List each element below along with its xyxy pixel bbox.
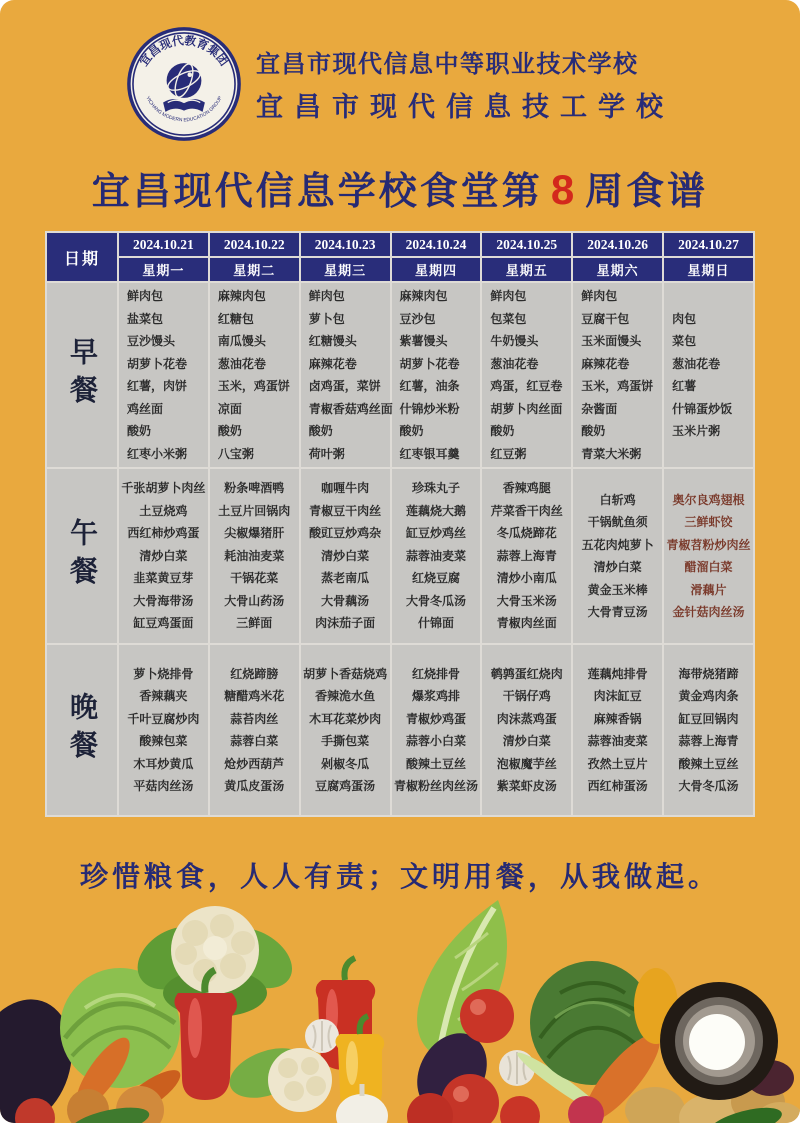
menu-item: 干锅鱿鱼须 — [587, 515, 648, 529]
menu-item: 青椒肉丝面 — [496, 616, 557, 631]
menu-item: 大骨玉米汤 — [496, 593, 557, 608]
menu-item: 酸辣土豆丝 — [405, 756, 466, 771]
menu-item: 大骨藕汤 — [321, 593, 370, 608]
menu-cell — [663, 468, 754, 644]
school-header — [0, 0, 800, 142]
menu-item: 盐菜包 — [127, 311, 164, 326]
menu-item: 荷叶粥 — [308, 446, 345, 461]
menu-cell — [209, 468, 300, 644]
menu-item: 胡萝卜花卷 — [127, 356, 188, 371]
menu-item: 紫菜虾皮汤 — [496, 779, 557, 793]
menu-item: 胡萝卜肉丝面 — [490, 401, 563, 416]
menu-item: 红烧排骨 — [411, 666, 460, 681]
day-header: 星期五 — [481, 257, 572, 282]
menu-item: 麻辣花卷 — [308, 356, 357, 371]
menu-cell — [300, 644, 391, 816]
menu-item: 豆腐鸡蛋汤 — [315, 779, 376, 793]
menu-item: 红枣小米粥 — [127, 446, 188, 461]
menu-item: 南瓜馒头 — [217, 334, 266, 348]
title-suffix: 周食谱 — [585, 171, 709, 213]
menu-item: 清炒白菜 — [139, 548, 188, 563]
svg-text:YICHANG MODERN EDUCATION GROUP: YICHANG MODERN EDUCATION GROUP — [144, 95, 224, 124]
menu-item: 大骨海带汤 — [133, 593, 194, 608]
menu-item: 豆腐干包 — [581, 311, 630, 326]
menu-item: 鲜肉包 — [127, 289, 164, 303]
menu-item: 鸡丝面 — [127, 401, 164, 416]
menu-item: 肉沫缸豆 — [593, 689, 642, 703]
date-header: 2024.10.27 — [663, 232, 754, 257]
menu-item: 蒜蓉上海青 — [678, 734, 739, 748]
celery-icon — [513, 1047, 606, 1118]
menu-item: 香辣藕夹 — [139, 689, 188, 703]
day-header: 星期日 — [663, 257, 754, 282]
menu-item: 孜然土豆片 — [587, 756, 648, 771]
menu-cell — [391, 468, 482, 644]
menu-item: 青菜大米粥 — [581, 446, 642, 461]
date-header: 2024.10.22 — [209, 232, 300, 257]
menu-cell — [481, 282, 572, 468]
meal-row-午餐 — [46, 468, 754, 644]
menu-item: 缸豆炒鸡丝 — [405, 526, 466, 541]
meal-row-早餐 — [46, 282, 754, 468]
menu-item: 缸豆回锅肉 — [678, 711, 739, 726]
menu-item: 青椒香菇鸡丝面 — [308, 401, 393, 416]
menu-item: 蒜蓉白菜 — [230, 734, 279, 748]
school-name-line2: 宜昌市现代信息技工学校 — [256, 92, 674, 122]
menu-item: 青椒粉丝肉丝汤 — [393, 779, 478, 793]
menu-item: 酸辣包菜 — [139, 734, 188, 748]
menu-item: 红薯，肉饼 — [127, 379, 188, 393]
menu-item: 牛奶馒头 — [490, 334, 539, 348]
menu-cell — [572, 468, 663, 644]
menu-item: 麻辣肉包 — [217, 289, 266, 303]
menu-item: 鲜肉包 — [308, 289, 345, 303]
title-prefix: 宜昌现代信息学校食堂第 — [91, 171, 543, 213]
menu-item: 什锦炒米粉 — [399, 401, 460, 416]
day-header: 星期一 — [118, 257, 209, 282]
menu-item: 西红柿蛋汤 — [587, 779, 648, 793]
school-logo-icon — [126, 26, 242, 142]
menu-item: 咖喱牛肉 — [321, 481, 370, 496]
menu-item: 酸奶 — [127, 424, 152, 438]
menu-item: 肉包 — [672, 311, 697, 326]
date-header: 2024.10.26 — [572, 232, 663, 257]
menu-item: 麻辣肉包 — [399, 289, 448, 303]
menu-item: 黄金鸡肉条 — [678, 689, 739, 703]
menu-item: 清炒白菜 — [502, 734, 551, 748]
lettuce-leaf-icon — [417, 900, 507, 1060]
turnip-icon — [336, 1084, 388, 1123]
menu-item: 红烧蹄膀 — [230, 666, 279, 681]
cabbage-icon — [60, 968, 180, 1088]
menu-item: 五花肉炖萝卜 — [581, 537, 654, 552]
garlic-icon — [499, 1050, 535, 1086]
menu-item: 奥尔良鸡翅根 — [672, 492, 745, 507]
savoy-cabbage-icon — [530, 961, 654, 1085]
eggplant-icon — [403, 1021, 500, 1123]
menu-item: 糖醋鸡米花 — [224, 689, 285, 703]
menu-cell — [663, 644, 754, 816]
tomato-icon — [15, 1098, 55, 1123]
menu-item: 麻辣香锅 — [593, 711, 642, 726]
menu-table — [45, 231, 755, 817]
menu-item: 西红柿炒鸡蛋 — [127, 526, 200, 541]
menu-item: 芹菜香干肉丝 — [490, 503, 563, 518]
menu-cell — [300, 282, 391, 468]
menu-item: 红豆粥 — [490, 446, 527, 461]
menu-item: 莲藕炖排骨 — [587, 666, 648, 681]
menu-item: 蒜蓉油麦菜 — [405, 548, 466, 563]
onion-icon — [116, 1086, 164, 1123]
onion-icon — [67, 1089, 109, 1123]
meal-label: 晚餐 — [46, 644, 118, 816]
menu-cell — [572, 282, 663, 468]
menu-item: 珍珠丸子 — [411, 481, 460, 496]
page-title — [0, 160, 800, 215]
school-name-line1: 宜昌市现代信息中等职业技术学校 — [256, 51, 639, 78]
meal-label: 早餐 — [46, 282, 118, 468]
menu-item: 八宝粥 — [217, 446, 254, 461]
menu-item: 干锅仔鸡 — [502, 689, 551, 703]
menu-item: 清炒白菜 — [321, 548, 370, 563]
date-header: 2024.10.23 — [300, 232, 391, 257]
menu-item: 耗油油麦菜 — [224, 548, 285, 563]
menu-item: 什锦蛋炒饭 — [672, 401, 733, 416]
menu-cell — [572, 644, 663, 816]
carrot-icon — [574, 1025, 671, 1123]
menu-item: 金针菇肉丝汤 — [672, 605, 745, 619]
menu-item: 韭菜黄豆芽 — [133, 571, 194, 586]
menu-item: 海带烧猪蹄 — [678, 666, 739, 681]
tomato-icon — [407, 989, 540, 1123]
menu-item: 卤鸡蛋，菜饼 — [308, 379, 381, 393]
menu-item: 黄瓜皮蛋汤 — [224, 779, 285, 793]
date-row — [46, 232, 754, 257]
menu-item: 玉米，鸡蛋饼 — [217, 379, 290, 393]
slogan-text: 珍惜粮食，人人有责；文明用餐，从我做起。 — [79, 861, 720, 892]
day-header: 星期三 — [300, 257, 391, 282]
menu-item: 豆沙馒头 — [127, 334, 176, 348]
menu-item: 缸豆鸡蛋面 — [133, 616, 194, 631]
menu-item: 肉沫茄子面 — [315, 616, 376, 631]
menu-item: 包菜包 — [490, 311, 527, 326]
menu-item: 三鲜面 — [236, 616, 273, 631]
menu-item: 大骨冬瓜汤 — [678, 779, 739, 793]
menu-item: 黄金玉米棒 — [587, 582, 648, 597]
menu-cell — [481, 644, 572, 816]
menu-table-header — [46, 232, 754, 282]
menu-item: 红薯，油条 — [399, 379, 460, 393]
menu-item: 红烧豆腐 — [411, 571, 460, 586]
menu-item: 蒜蓉油麦菜 — [587, 734, 648, 748]
menu-item: 冬瓜烧蹄花 — [496, 526, 557, 541]
menu-item: 千张胡萝卜肉丝 — [121, 481, 206, 496]
menu-item: 酸奶 — [490, 424, 515, 438]
menu-item: 凉面 — [217, 401, 242, 416]
menu-item: 红糖馒头 — [308, 334, 357, 348]
menu-item: 清炒小南瓜 — [496, 571, 557, 586]
day-header: 星期四 — [391, 257, 482, 282]
menu-cell — [391, 644, 482, 816]
menu-item: 酸豇豆炒鸡杂 — [309, 526, 382, 541]
red-pepper-icon — [174, 970, 237, 1100]
cauliflower-icon — [223, 1039, 332, 1112]
menu-item: 胡萝卜香菇烧鸡 — [303, 666, 388, 681]
menu-item: 青椒豆干肉丝 — [309, 503, 382, 518]
menu-item: 醋溜白菜 — [684, 560, 733, 574]
cucumber-icon — [705, 1102, 785, 1123]
menu-item: 香辣洈水鱼 — [315, 689, 376, 703]
menu-item: 炝炒西葫芦 — [224, 756, 285, 771]
menu-item: 胡萝卜花卷 — [399, 356, 460, 371]
day-header: 星期二 — [209, 257, 300, 282]
menu-item: 麻辣花卷 — [581, 356, 630, 371]
menu-item: 木耳花菜炒肉 — [309, 711, 382, 726]
meal-label: 午餐 — [46, 468, 118, 644]
menu-item: 紫薯馒头 — [399, 334, 448, 348]
menu-item: 豆沙包 — [399, 311, 436, 326]
menu-cell — [118, 644, 209, 816]
menu-item: 千叶豆腐炒肉 — [127, 711, 200, 726]
menu-item: 蒸老南瓜 — [321, 571, 370, 586]
menu-item: 蒜蓉上海青 — [496, 548, 557, 563]
menu-item: 杂酱面 — [581, 401, 618, 416]
eggplant-icon — [0, 986, 88, 1123]
svg-text:宜昌现代教育集团: 宜昌现代教育集团 — [137, 34, 231, 69]
menu-item: 酸奶 — [581, 424, 606, 438]
cauliflower-icon — [126, 906, 302, 1017]
menu-cell — [391, 282, 482, 468]
yellow-pepper-icon — [335, 1016, 384, 1114]
menu-cell — [118, 282, 209, 468]
menu-item: 酸辣土豆丝 — [678, 756, 739, 771]
menu-item: 葱油花卷 — [490, 356, 539, 371]
day-header: 星期六 — [572, 257, 663, 282]
menu-cell — [209, 282, 300, 468]
menu-item: 玉米，鸡蛋饼 — [581, 379, 654, 393]
menu-item: 鸡蛋，红豆卷 — [490, 379, 563, 393]
menu-cell — [118, 468, 209, 644]
menu-item: 酸奶 — [399, 424, 424, 438]
menu-item: 土豆烧鸡 — [139, 503, 188, 518]
menu-item: 泡椒魔芋丝 — [496, 756, 557, 771]
cucumber-icon — [68, 1102, 151, 1123]
menu-item: 青椒炒鸡蛋 — [405, 711, 466, 726]
day-row — [46, 257, 754, 282]
menu-item: 尖椒爆猪肝 — [224, 526, 285, 541]
menu-item: 土豆片回锅肉 — [218, 503, 291, 518]
menu-cell — [481, 468, 572, 644]
week-number: 8 — [550, 166, 578, 213]
menu-item: 白斩鸡 — [599, 492, 636, 507]
menu-item: 大骨山药汤 — [224, 593, 285, 608]
menu-item: 剁椒冬瓜 — [321, 756, 370, 771]
menu-cell — [209, 644, 300, 816]
menu-item: 红糖包 — [217, 311, 254, 326]
menu-item: 葱油花卷 — [217, 356, 266, 371]
date-label-cell: 日期 — [46, 232, 118, 282]
menu-item: 粉条啤酒鸭 — [224, 481, 285, 496]
radish-icon — [568, 1096, 604, 1123]
garlic-icon — [305, 1019, 339, 1053]
menu-item: 萝卜包 — [308, 311, 345, 326]
menu-item: 鲜肉包 — [490, 289, 527, 303]
menu-item: 玉米面馒头 — [581, 334, 642, 348]
menu-item: 木耳炒黄瓜 — [133, 756, 194, 771]
menu-item: 玉米片粥 — [672, 424, 721, 438]
menu-item: 蒜蓉小白菜 — [405, 734, 466, 748]
menu-item: 莲藕烧大鹅 — [405, 503, 466, 518]
menu-item: 红枣银耳羹 — [399, 446, 460, 461]
menu-table-body — [46, 282, 754, 816]
meal-row-晚餐 — [46, 644, 754, 816]
menu-item: 清炒白菜 — [593, 560, 642, 574]
menu-item: 平菇肉丝汤 — [133, 779, 194, 793]
menu-item: 香辣鸡腿 — [502, 481, 551, 496]
menu-item: 萝卜烧排骨 — [133, 666, 194, 681]
menu-item: 蒜苔肉丝 — [230, 711, 279, 726]
menu-item: 三鲜虾饺 — [684, 515, 733, 529]
menu-item: 葱油花卷 — [672, 356, 721, 371]
menu-item: 鲜肉包 — [581, 289, 618, 303]
menu-item: 大骨冬瓜汤 — [405, 593, 466, 608]
menu-item: 手撕包菜 — [321, 734, 370, 748]
menu-item: 肉沫蒸鸡蛋 — [496, 711, 557, 726]
menu-item: 爆浆鸡排 — [411, 689, 460, 703]
red-pepper-icon — [316, 958, 375, 1070]
menu-item: 酸奶 — [217, 424, 242, 438]
menu-cell — [300, 468, 391, 644]
menu-item: 滑藕片 — [690, 582, 727, 597]
menu-item: 大骨青豆汤 — [587, 605, 648, 619]
menu-item: 干锅花菜 — [230, 571, 279, 586]
date-header: 2024.10.24 — [391, 232, 482, 257]
menu-item: 菜包 — [672, 334, 697, 348]
date-header: 2024.10.21 — [118, 232, 209, 257]
menu-item: 青椒苕粉炒肉丝 — [666, 537, 751, 552]
menu-cell — [663, 282, 754, 468]
menu-item: 鹌鹑蛋红烧肉 — [490, 666, 563, 681]
carrot-icon — [67, 1031, 186, 1123]
camera-lens-icon — [660, 982, 778, 1100]
menu-item: 什锦面 — [417, 616, 454, 631]
menu-item: 红薯 — [672, 379, 697, 393]
menu-item: 酸奶 — [308, 424, 333, 438]
date-header: 2024.10.25 — [481, 232, 572, 257]
